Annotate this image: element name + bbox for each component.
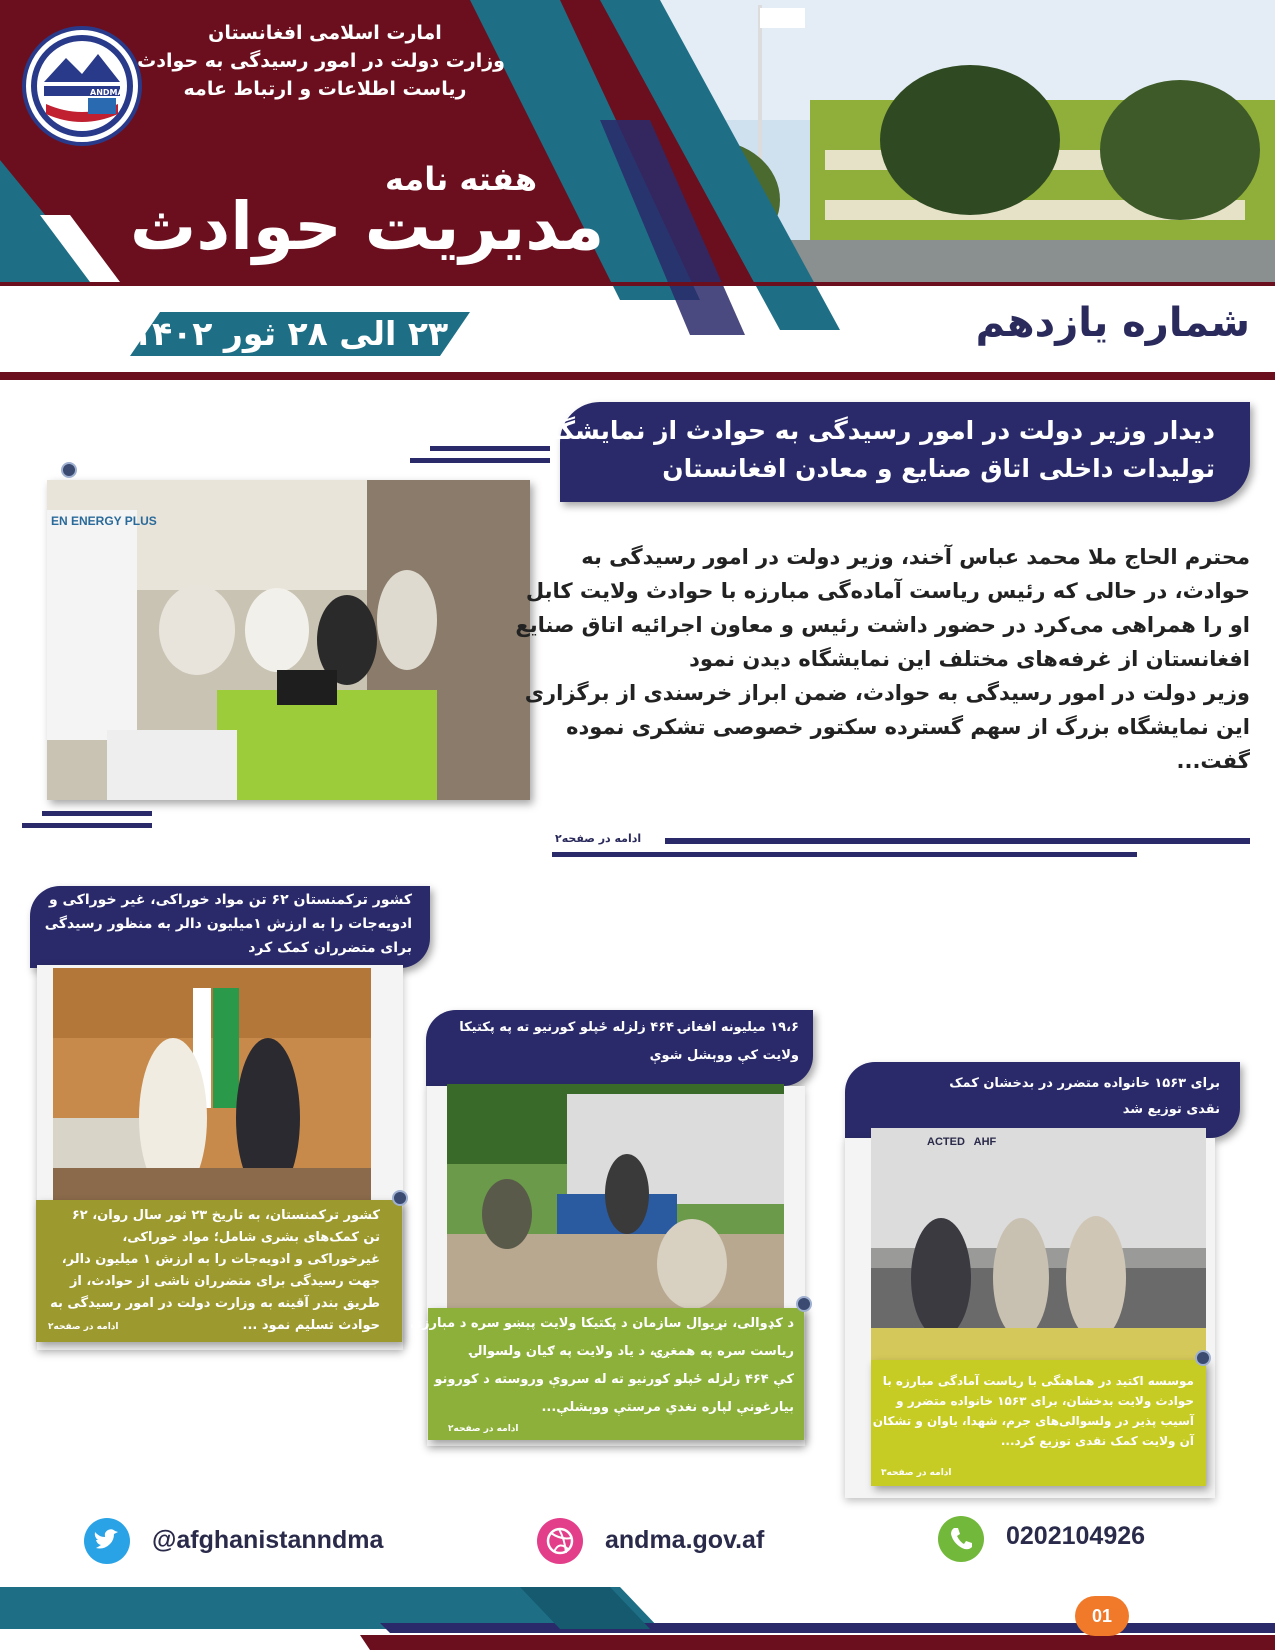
website-link[interactable]: andma.gov.af — [605, 1526, 765, 1554]
story-1-title-line: ادویه‌جات را به ارزش ۱میلیون دالر به منظور رسیدگی — [44, 916, 412, 932]
lead-headline-line-1: دیدار وزیر دولت در امور رسیدگی به حوادث از نمایشگاه — [536, 416, 1215, 445]
logo-text: ANDMA — [90, 88, 124, 97]
twitter-handle[interactable]: @afghanistanndma — [152, 1526, 384, 1554]
deco-line — [42, 811, 152, 816]
story-1-title-box — [30, 886, 430, 968]
story-1-body-line: طریق بندر آقینه به وزارت دولت در امور رسیدگی به — [50, 1296, 380, 1311]
lead-body-line: محترم الحاج ملا محمد عباس آخند، وزیر دولت در امور رسیدگی به — [581, 545, 1250, 569]
story-3-body-line: حوادث ولایت بدخشان، برای ۱۵۶۳ خانواده متضرر و — [896, 1394, 1194, 1408]
lead-body-line: وزیر دولت در امور رسیدگی به حوادث، ضمن ابراز خرسندی از برگزاری — [524, 681, 1250, 705]
story-3-body-line: موسسه اکتید در هماهنگی با ریاست آمادگی مبارزه با — [882, 1374, 1194, 1388]
deco-line — [430, 446, 550, 451]
story-3-continued-link[interactable]: ادامه در صفحه۳ — [881, 1468, 952, 1478]
story-3-body-line: آسیب پذیر در ولسوالی‌های جرم، شهدا، یاوان و تشکان — [872, 1414, 1194, 1428]
lead-body-line: حوادث، در حالی که رئیس ریاست آماده‌گی مبارزه با حوادث ولایت کابل — [525, 579, 1250, 603]
pin-icon — [1195, 1350, 1211, 1366]
pin-icon — [796, 1296, 812, 1312]
weekly-label: هفته نامه — [385, 160, 538, 198]
lead-body-line: این نمایشگاه بزرگ از سهم گسترده سکتور خصوصی تشکری نموده — [566, 715, 1250, 739]
story-3-title-line: نقدی توزیع شد — [1122, 1102, 1220, 1117]
story-2-title-line: ۱۹،۶ میلیونه افغانۍ ۴۶۴ زلزله ځپلو کورنیو ته په پکتیکا — [459, 1020, 799, 1035]
story-3-photo-sign: ACTED AHF — [927, 1136, 997, 1148]
pin-icon — [61, 462, 77, 478]
story-2-photo — [447, 1084, 784, 1308]
story-3-title-line: برای ۱۵۶۳ خانواده متضرر در بدخشان کمک — [949, 1076, 1220, 1091]
story-1-title-line: کشور ترکمنستان ۶۲ تن مواد خوراکی، غیر خوراکی و — [48, 892, 412, 908]
masthead — [0, 0, 1275, 380]
story-1-photo — [53, 968, 371, 1200]
ministry-line-1: امارت اسلامی افغانستان — [208, 22, 442, 44]
lead-body-line: او را همراهی می‌کرد در حضور داشت رئیس و معاون اجرائیه اتاق صنایع — [515, 613, 1250, 637]
story-1-body-line: غیرخوراکی و ادویه‌جات را به ارزش ۱ میلیون دالر، — [61, 1252, 380, 1267]
issue-number: شماره یازدهم — [975, 300, 1250, 346]
story-3-body-line: آن ولایت کمک نقدی توزیع کرد... — [1000, 1434, 1194, 1448]
story-2-summary-box — [410, 1308, 804, 1440]
story-1-body-line: حوادث تسلیم نمود ... — [242, 1318, 380, 1333]
newsletter-title: مدیریت حوادث — [130, 188, 605, 265]
andma-logo — [22, 26, 142, 146]
story-2-body-line: د کډوالی، نړیوال سازمان د پکتیکا ولایت پېښو سره د مبارزې — [410, 1316, 794, 1331]
pin-icon — [392, 1190, 408, 1206]
twitter-icon[interactable] — [84, 1518, 130, 1564]
deco-line — [410, 458, 550, 463]
story-2-body-line: ریاست سره په همغږۍ، د یاد ولایت په ګیان ولسوالۍ — [470, 1344, 794, 1359]
lead-headline-box — [536, 402, 1250, 502]
story-2-title-line: ولایت کې ووېشل شوې — [649, 1048, 799, 1063]
lead-photo — [47, 480, 530, 800]
story-2-continued-link[interactable]: ادامه در صفحه۲ — [448, 1424, 519, 1434]
story-3-title-box — [845, 1062, 1240, 1138]
story-2-title-box — [426, 1010, 813, 1086]
story-3-photo — [871, 1128, 1206, 1364]
ministry-line-3: ریاست اطلاعات و ارتباط عامه — [183, 78, 467, 100]
lead-body — [515, 540, 1250, 778]
story-2-body-line: کې ۴۶۴ زلزله ځپلو کورنیو ته له سروې وروسته د کورونو — [434, 1372, 794, 1387]
phone-icon[interactable] — [938, 1516, 984, 1562]
story-1-title-line: برای متضرران کمک کرد — [248, 940, 412, 956]
phone-number[interactable]: 0202104926 — [1006, 1522, 1146, 1550]
deco-line — [665, 838, 1250, 844]
lead-photo-sign: EN ENERGY PLUS — [51, 514, 157, 528]
dribbble-icon[interactable] — [537, 1518, 583, 1564]
lead-headline-line-2: تولیدات داخلی اتاق صنایع و معادن افغانستان — [662, 454, 1215, 483]
lead-continued-link[interactable]: ادامه در صفحه۲ — [555, 832, 642, 845]
story-1-body-line: تن کمک‌های بشری شامل؛ مواد خوراکی، — [122, 1230, 380, 1245]
ministry-line-2: وزارت دولت در امور رسیدگی به حوادث — [137, 50, 505, 72]
deco-line — [552, 852, 1137, 857]
date-range: ۲۳ الی ۲۸ ثور ۱۴۰۲ — [131, 314, 449, 353]
lead-body-line: گفت... — [1176, 749, 1250, 773]
story-2-body-line: بیارغونې لپاره نغدي مرستې ووېشلې... — [541, 1400, 794, 1415]
story-3-summary-box — [871, 1360, 1206, 1486]
story-1-continued-link[interactable]: ادامه در صفحه۲ — [48, 1322, 119, 1332]
page-number: 01 — [1091, 1606, 1113, 1626]
story-1-body-line: جهت رسیدگی برای متضرران ناشی از حوادث، از — [69, 1274, 380, 1289]
page-number-badge — [1075, 1596, 1129, 1636]
story-1-summary-box — [36, 1200, 402, 1342]
story-1-body-line: کشور ترکمنستان، به تاریخ ۲۳ ثور سال روان، ۶۲ — [71, 1208, 380, 1223]
lead-body-line: افغانستان از غرفه‌های مختلف این نمایشگاه دیدن نمود — [689, 647, 1250, 671]
deco-line — [22, 823, 152, 828]
